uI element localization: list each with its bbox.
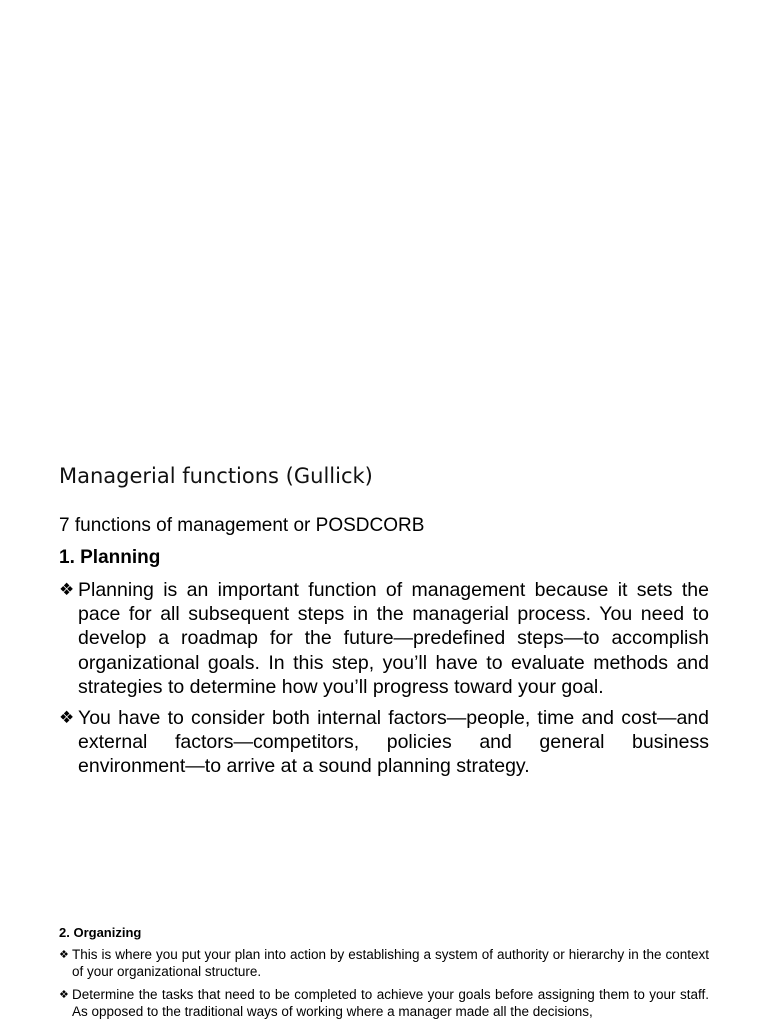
diamond-bullet-icon: ❖ [59,948,69,961]
bullet-text: Determine the tasks that need to be completed to achieve your goals before assigning them to your staff. As opposed to the traditional ways of working where a manager made all the decisions, [72,987,709,1019]
list-item [59,986,709,1020]
organizing-bullet-list [59,946,709,1020]
list-item [59,578,709,699]
section-heading-organizing: 2. Organizing [59,925,142,940]
diamond-bullet-icon: ❖ [59,708,75,729]
planning-bullet-list [59,578,709,779]
bullet-text: This is where you put your plan into action by establishing a system of authority or hierarchy in the context of your organizational structure. [72,947,709,979]
bullet-text: Planning is an important function of management because it sets the pace for all subsequent steps in the managerial process. You need to develop a roadmap for the future—predefined steps—to accomplish organizational goals. In this step, you’ll have to evaluate methods and strategies to determine how you’ll progress toward your goal. [78,579,709,698]
bullet-text: You have to consider both internal factors—people, time and cost—and external factors—competitors, policies and general business environment—to arrive at a sound planning strategy. [78,707,709,778]
section-organizing [59,924,709,1026]
page-title: Managerial functions (Gullick) [59,464,373,488]
section-heading-planning: 1. Planning [59,547,161,568]
list-item [59,946,709,980]
list-item [59,706,709,779]
intro-text: 7 functions of management or POSDCORB [59,515,425,536]
diamond-bullet-icon: ❖ [59,580,75,600]
section-planning [59,514,709,786]
diamond-bullet-icon: ❖ [59,988,69,1001]
